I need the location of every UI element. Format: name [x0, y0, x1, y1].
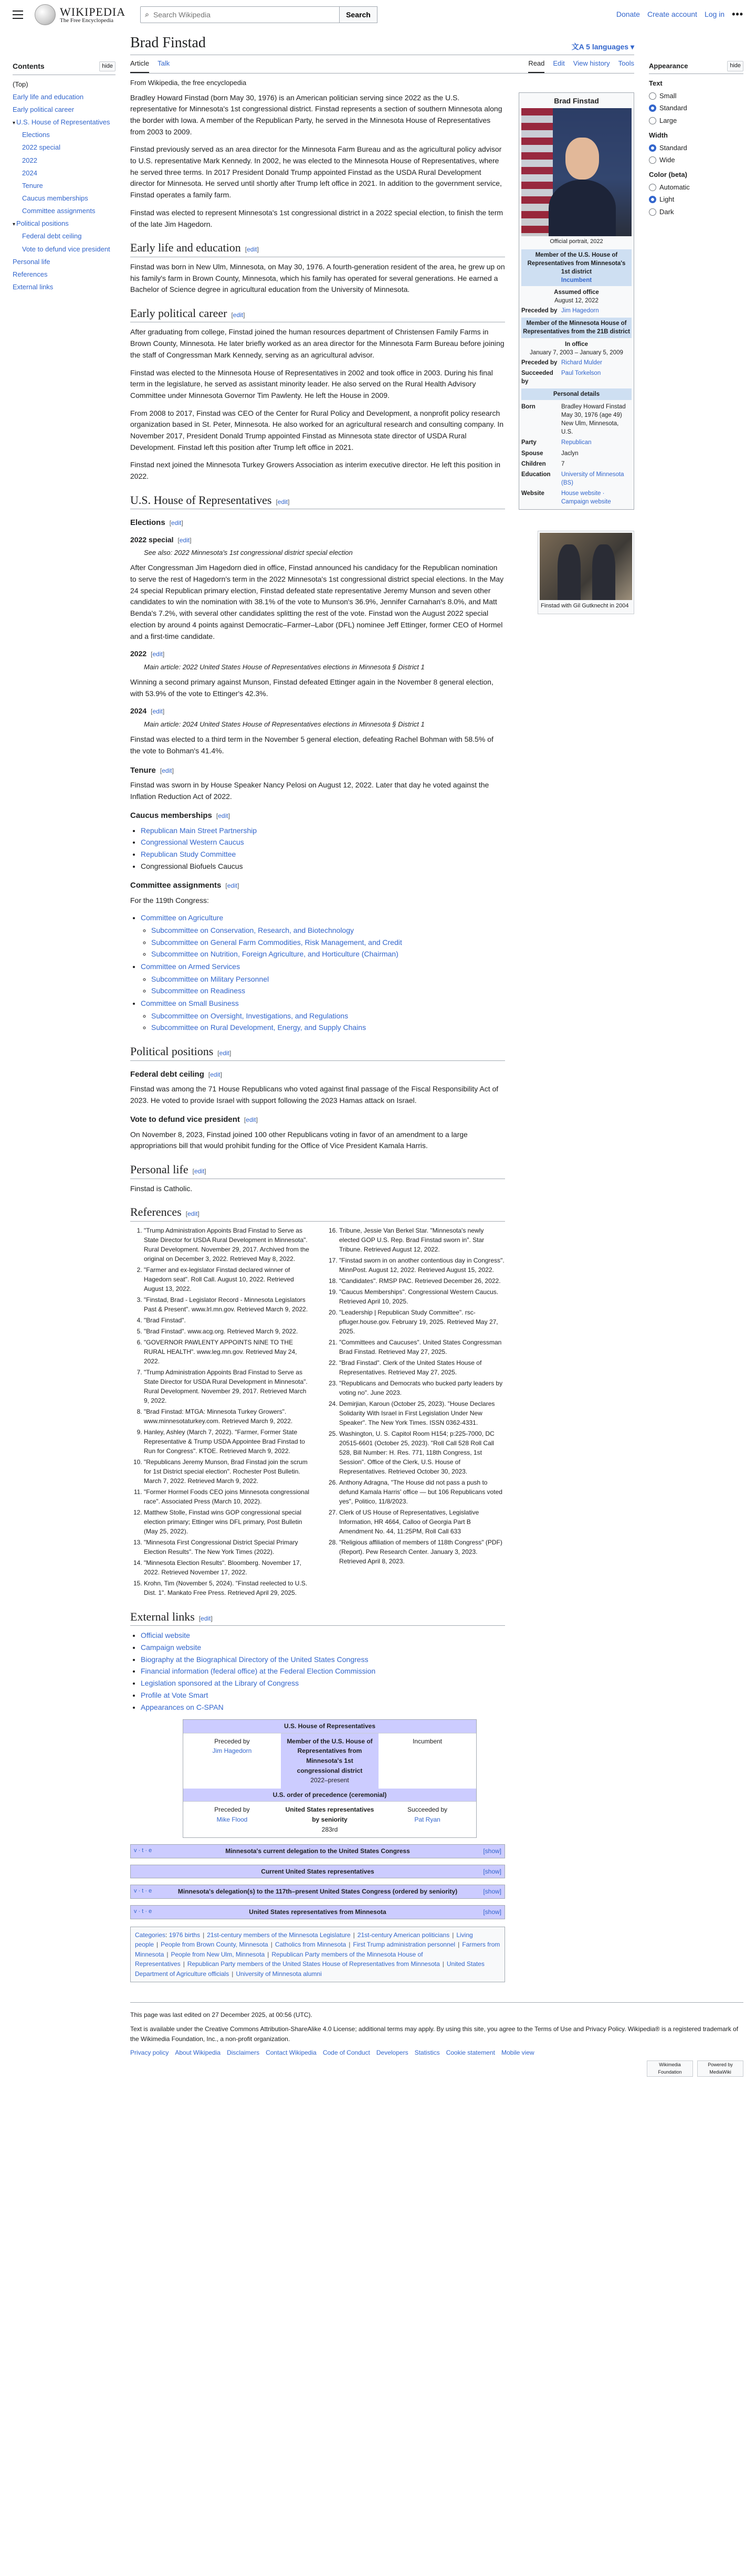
appearance-panel [649, 29, 743, 1990]
list-item[interactable]: • Committee on Small Business ◦ Subcommittee on Oversight, Investigations, and Regulations ◦ Subcommittee on Rural Development, Energy, and Supply Chains [141, 998, 505, 1034]
vte-links[interactable]: v · t · e [134, 1908, 152, 1915]
heading-vp: Vote to defund vice president [edit] [130, 1115, 258, 1124]
category-link[interactable]: People from New Ulm, Minnesota [171, 1950, 265, 1958]
heading-2024: 2024 [edit] [130, 707, 165, 716]
wikipedia-logo[interactable] [35, 4, 125, 25]
reference-list [130, 1226, 505, 1599]
footer-link[interactable]: Statistics [414, 2049, 440, 2057]
reference-item[interactable]: 22. "Brad Finstad". Clerk of the United States House of Representatives. Retrieved May 27, 2025. [339, 1358, 505, 1377]
toc-item-2022-special[interactable]: 2022 special [22, 143, 60, 152]
intro-paragraph-3: Finstad was elected to represent Minnesota's 1st congressional district in a 2022 special election, to finish the term of the late Jim Hagedorn. [130, 208, 503, 228]
show-button[interactable]: [show] [483, 1867, 501, 1875]
infobox-row: Party Republican [521, 437, 632, 448]
heading-2022-special: 2022 special [edit] [130, 535, 192, 544]
flag-backdrop [521, 108, 553, 236]
show-button[interactable]: [show] [483, 1888, 501, 1896]
license-text: Text is available under the Creative Commons Attribution-ShareAlike 4.0 License; additional terms may apply. By using this site, you agree to the Terms of Use and Privacy Policy. Wikipedia® is a registered trademark of the Wikimedia Foundation, Inc., a non-profit organization. [130, 2025, 739, 2043]
reference-item[interactable]: 12. Matthew Stolle, Finstad wins GOP congressional special election primary; Ettinger wins DFL primary, Post Bulletin (May 25, 2022). [144, 1508, 310, 1536]
radio-width-wide[interactable]: Wide [649, 155, 743, 165]
edit-section-link[interactable]: edit [201, 1614, 211, 1622]
radio-text-small[interactable]: Small [649, 91, 743, 101]
reference-item[interactable]: 28. "Religious affiliation of members of 118th Congress" (PDF) (Report). Pew Research Center. January 3, 2023. Retrieved April 8, 2023. [339, 1538, 505, 1566]
category-separator: | [156, 1941, 159, 1949]
references-right-column [326, 1226, 505, 1599]
category-link[interactable]: Republican Party members of the Minnesota House of Representatives [135, 1950, 423, 1968]
list-item[interactable]: ◦ Subcommittee on Conservation, Research, and Biotechnology [151, 925, 505, 937]
toc-item-early-career[interactable]: Early political career [13, 105, 75, 113]
list-item[interactable]: • Biography at the Biographical Directory of the United States Congress [141, 1654, 505, 1666]
tools-menu[interactable]: Tools [618, 59, 634, 68]
log-in-link[interactable]: Log in [704, 10, 725, 19]
infobox [519, 92, 634, 510]
category-separator: | [183, 1960, 185, 1968]
reference-item[interactable]: 23. "Republicans and Democrats who bucked party leaders by voting no". June 2023. [339, 1379, 505, 1397]
reference-item[interactable]: 15. Krohn, Tim (November 5, 2024). "Finstad reelected to U.S. Dist. 1". Mankato Free Press. Retrieved April 29, 2025. [144, 1579, 310, 1597]
education-link[interactable]: University of Minnesota (BS) [561, 471, 624, 486]
edit-section-link[interactable]: edit [152, 650, 163, 658]
list-item[interactable]: • Official website [141, 1630, 505, 1642]
heading-references: References [edit] [130, 1205, 505, 1222]
toc-hide-button[interactable]: hide [99, 61, 116, 71]
width-label: Width [649, 131, 668, 139]
list-item[interactable]: • Congressional Western Caucus [141, 837, 505, 848]
list-item[interactable]: ◦ Subcommittee on Rural Development, Energy, and Supply Chains [151, 1022, 505, 1034]
category-link[interactable]: United States Department of Agriculture officials [135, 1960, 485, 1978]
reference-item[interactable]: 2. "Farmer and ex-legislator Finstad declared winner of Hagedorn seat". Roll Call. August 10, 2022. Retrieved August 13, 2022. [144, 1265, 310, 1294]
reference-item[interactable]: 20. "Leadership | Republican Study Committee". rsc-pfluger.house.gov. February 19, 2025. Retrieved May 27, 2025. [339, 1308, 505, 1336]
navbox-current-reps [130, 1865, 505, 1879]
photo-caption: Finstad with Gil Gutknecht in 2004 [541, 603, 629, 609]
footer-link[interactable]: Disclaimers [227, 2049, 260, 2057]
infobox-office-band-2: Member of the Minnesota House of Representatives from the 21B district [521, 318, 632, 338]
navbox-title: Minnesota's delegation(s) to the 117th–present United States Congress (ordered by seniority) [177, 1888, 458, 1896]
radio-text-large[interactable]: Large [649, 115, 743, 126]
heading-debt: Federal debt ceiling [edit] [130, 1069, 222, 1079]
edit-section-link[interactable]: edit [194, 1167, 205, 1175]
search-input[interactable] [152, 10, 335, 19]
list-item[interactable]: • Committee on Armed Services ◦ Subcommittee on Military Personnel ◦ Subcommittee on Readiness [141, 961, 505, 997]
order-rank: United States representatives by seniority 283rd [281, 1801, 379, 1837]
text-size-label: Text [649, 79, 663, 88]
edit-section-link[interactable]: edit [219, 1049, 229, 1057]
portrait-photo[interactable] [521, 108, 632, 236]
succession-box [183, 1719, 477, 1838]
category-separator: | [267, 1950, 269, 1958]
committee-intro: For the 119th Congress: [130, 896, 209, 905]
preceded-link[interactable]: Jim Hagedorn [561, 308, 599, 314]
heading-positions: Political positions [edit] [130, 1044, 505, 1061]
tab-view-history[interactable]: View history [573, 59, 610, 68]
radio-width-standard[interactable]: Standard [649, 143, 743, 153]
infobox-column [519, 92, 634, 1990]
category-link[interactable]: University of Minnesota alumni [236, 1970, 322, 1978]
footer-link[interactable]: Privacy policy [130, 2049, 169, 2057]
reference-item[interactable]: 1. "Trump Administration Appoints Brad Finstad to Serve as State Director for USDA Rural Development in Minnesota". Rural Development. November 29, 2017. Archived from the original on December 3, 2022. Retrieved May 8, 2022. [144, 1226, 310, 1264]
infobox-title: Brad Finstad [554, 96, 599, 105]
external-links-list [130, 1630, 505, 1713]
footer-links [130, 2048, 743, 2058]
intro-paragraph-1: Bradley Howard Finstad (born May 30, 1976) is an American politician serving since 2022 as the U.S. representative for Minnesota's 1st congressional district. Finstad represents a section of southern Minnesota along the border with Iowa. A member of the Republican Party, he served in the Minnesota House of Representatives from 2003 to 2009. [130, 93, 502, 136]
category-link[interactable]: Catholics from Minnesota [275, 1941, 346, 1949]
toc-item-2024[interactable]: 2024 [22, 169, 37, 177]
main-content [130, 29, 634, 1990]
reference-item[interactable]: 17. "Finstad sworn in on another contentious day in Congress". MinnPost. August 12, 2022. Retrieved August 15, 2022. [339, 1256, 505, 1275]
globe-icon [35, 4, 56, 25]
debt-paragraph: Finstad was among the 71 House Republicans who voted against final passage of the Fiscal Responsibility Act of 2023. He voted to provide Israel with support following the 2023 Hamas attack on Israel. [130, 1084, 499, 1105]
color-label: Color (beta) [649, 171, 687, 179]
category-link[interactable]: People from Brown County, Minnesota [161, 1941, 268, 1949]
tab-read[interactable]: Read [528, 55, 544, 72]
heading-tenure: Tenure [edit] [130, 765, 174, 775]
navbox-title: Current United States representatives [261, 1867, 374, 1875]
reference-item[interactable]: 21. "Committees and Caucuses". United States Congressman Brad Finstad. Retrieved May 27, 2025. [339, 1338, 505, 1357]
website-link[interactable]: House website · Campaign website [561, 490, 611, 505]
radio-color-dark[interactable]: Dark [649, 207, 743, 217]
categories-box: Categories: 1976 births | 21st-century members of the Minnesota Legislature | 21st-century American politicians | Living people | People from Brown County, Minnesota | Catholics from Minnesota | First Trump administration personnel | Farmers from Minnesota | People from New Ulm, Minnesota | Republican Party members of the Minnesota House of Representatives | Republican Party members of the United States House of Representatives from Minnesota | United States Department of Agriculture officials | University of Minnesota alumni [130, 1927, 505, 1983]
reference-item[interactable]: 19. "Caucus Memberships". Congressional Western Caucus. Retrieved April 10, 2025. [339, 1287, 505, 1306]
succession-office: Member of the U.S. House of Representatives from Minnesota's 1st congressional district 2022–present [281, 1733, 379, 1789]
in-office: In office January 7, 2003 – January 5, 2009 [530, 341, 623, 356]
order-preceded-link[interactable]: Mike Flood [216, 1815, 248, 1823]
reference-item[interactable]: 25. Washington, U. S. Capitol Room H154; p:225-7000, DC 20515-6601 (October 25, 2023). "Roll Call 528 Roll Call 528, Bill Number: H. Res. 771, 118th Congress, 1st Session". Office of the Clerk, U.S. House of Representatives. Retrieved October 30, 2023. [339, 1429, 505, 1476]
list-item[interactable]: • Republican Study Committee [141, 849, 505, 860]
reference-item[interactable]: 13. "Minnesota First Congressional District Special Primary Election Results". The New York Times (2022). [144, 1538, 310, 1557]
order-of-precedence-title: U.S. order of precedence (ceremonial) [183, 1789, 476, 1802]
vte-links[interactable]: v · t · e [134, 1847, 152, 1854]
portrait-caption: Official portrait, 2022 [550, 238, 603, 245]
logo-tagline: The Free Encyclopedia [60, 17, 114, 24]
assumed-office: Assumed office August 12, 2022 [554, 289, 599, 304]
early-career-paragraph-4: Finstad next joined the Minnesota Turkey Growers Association as interim executive director. He left this position in 2022. [130, 460, 501, 481]
reference-item[interactable]: 11. "Former Hormel Foods CEO joins Minnesota congressional race". Associated Press (March 10, 2022). [144, 1487, 310, 1506]
search-form [140, 6, 377, 23]
hatnote-special[interactable]: See also: 2022 Minnesota's 1st congressional district special election [144, 549, 353, 557]
photo-image [540, 533, 632, 600]
early-life-paragraph: Finstad was born in New Ulm, Minnesota, on May 30, 1976. A fourth-generation resident of the area, he grew up on his family's farm in Brown County, Minnesota, which his family has operated for several generations. He earned a Bachelor of Science degree in agricultural education from the University of Minnesota. [130, 262, 505, 294]
navbox-title: Minnesota's current delegation to the United States Congress [225, 1847, 410, 1855]
reference-item[interactable]: 18. "Candidates". RMSP PAC. Retrieved December 26, 2022. [339, 1276, 505, 1286]
site-header [0, 0, 756, 29]
footer-link[interactable]: About Wikipedia [175, 2049, 221, 2057]
infobox-row: Children 7 [521, 460, 565, 467]
category-link[interactable]: Living people [135, 1931, 473, 1949]
infobox-row: Succeeded by Paul Torkelson [521, 368, 632, 387]
search-button[interactable]: Search [340, 6, 377, 23]
radio-text-standard[interactable]: Standard [649, 103, 743, 113]
chevron-down-icon[interactable]: ▾ [13, 222, 16, 228]
list-item[interactable]: ◦ Subcommittee on General Farm Commodities, Risk Management, and Credit [151, 937, 505, 949]
heading-personal: Personal life [edit] [130, 1162, 505, 1179]
create-account-link[interactable]: Create account [647, 10, 697, 19]
logo-wordmark: WIKIPEDIA [60, 5, 126, 18]
election-2022-paragraph: Winning a second primary against Munson, Finstad defeated Ettinger again in the November 8 general election, with 53.9% of the vote to Ettinger's 42.3%. [130, 678, 494, 698]
toc-item-early-life[interactable]: Early life and education [13, 92, 84, 101]
succession-incumbent: Incumbent [379, 1733, 476, 1789]
tagline: From Wikipedia, the free encyclopedia [130, 78, 247, 87]
reference-item[interactable]: 26. Anthony Adragna, "The House did not pass a push to defund Kamala Harris' office — but 106 Republicans voted yes", Politico, 11/8/2023. [339, 1478, 505, 1506]
edit-section-link[interactable]: edit [277, 498, 288, 506]
navbox-mn-reps [130, 1905, 505, 1919]
reference-item[interactable]: 5. "Brad Finstad". www.acg.org. Retrieved March 9, 2022. [144, 1327, 310, 1336]
caucus-list [130, 825, 505, 872]
personal-details-band: Personal details [521, 388, 632, 400]
footer-link[interactable]: Code of Conduct [322, 2049, 370, 2057]
heading-early-life: Early life and education [edit] [130, 240, 505, 257]
personal-paragraph: Finstad is Catholic. [130, 1184, 193, 1193]
tenure-paragraph: Finstad was sworn in by House Speaker Nancy Pelosi on August 12, 2022. Later that day he voted against the Inflation Reduction Act of 2022. [130, 780, 489, 801]
infobox-row: Spouse Jaclyn [521, 450, 579, 457]
category-separator: | [458, 1941, 460, 1949]
order-preceded: Preceded by Mike Flood [183, 1801, 281, 1837]
edit-section-link[interactable]: edit [179, 536, 190, 544]
reference-item[interactable]: 7. "Trump Administration Appoints Brad Finstad to Serve as State Director for USDA Rural Development in Minnesota". Rural Development. November 29, 2017. Retrieved March 9, 2022. [144, 1368, 310, 1405]
category-link[interactable]: Farmers from Minnesota [135, 1941, 500, 1958]
toc-item-vp[interactable]: Vote to defund vice president [22, 245, 110, 253]
early-career-paragraph-1: After graduating from college, Finstad joined the human resources department of Christensen Family Farms in Brown County, Minnesota. He later briefly worked as an area director for the Minnesota Farm Bureau before joining the staff of Congressman Mark Kennedy, serving as an agricultural advisor. [130, 328, 505, 359]
infobox-row: Education University of Minnesota (BS) [521, 469, 632, 488]
succession-office-title: U.S. House of Representatives [183, 1720, 476, 1733]
edit-section-link[interactable]: edit [247, 246, 257, 254]
categories-label[interactable]: Categories [135, 1931, 166, 1939]
reference-item[interactable]: 3. "Finstad, Brad - Legislator Record - Minnesota Legislators Past & Present". www.lrl.mn.gov. Retrieved March 9, 2022. [144, 1295, 310, 1314]
list-item[interactable]: • Campaign website [141, 1642, 505, 1654]
toc-item-elections[interactable]: Elections [22, 131, 50, 139]
toc-item-house[interactable]: ▾ U.S. House of Representatives [13, 118, 110, 127]
early-career-paragraph-3: From 2008 to 2017, Finstad was CEO of the Center for Rural Policy and Development, a nonprofit policy research organization based in St. Peter, Minnesota. He also worked for an agricultural research and consulting company. In November 2017, President Donald Trump appointed Finstad as Minnesota state director of USDA Rural Development. Finstad left this position after Trump left office in 2021. [130, 408, 504, 451]
election-2024-paragraph: Finstad was elected to a third term in the November 5 general election, defeating Rachel Bohman with 58.5% of the vote to Bohman's 41.4%. [130, 735, 494, 755]
languages-button[interactable]: 文A 5 languages ▾ [571, 42, 634, 51]
heading-committee: Committee assignments [edit] [130, 881, 239, 890]
early-career-paragraph-2: Finstad was elected to the Minnesota House of Representatives in 2002 and took office in 2003. During his final term in the legislature, he served as assistant minority leader. He also served on the Rural Health Advisory Committee under Minnesota Governor Tim Pawlenty. He left the House in 2009. [130, 368, 493, 399]
reference-item[interactable]: 10. "Republicans Jeremy Munson, Brad Finstad join the scrum for 1st District special election". Rochester Post Bulletin. March 7, 2022. Retrieved March 9, 2022. [144, 1457, 310, 1486]
category-separator: | [270, 1941, 272, 1949]
reference-item[interactable]: 9. Hanley, Ashley (March 7, 2022). "Farmer, Former State Representative & Trump USDA Appointee Brad Finstad to Run for Congress". KTOE. Retrieved March 9, 2022. [144, 1427, 310, 1456]
list-item[interactable]: • Appearances on C-SPAN [141, 1702, 505, 1713]
list-item[interactable]: ◦ Subcommittee on Readiness [151, 985, 505, 997]
radio-color-automatic[interactable]: Automatic [649, 182, 743, 193]
toc-item-positions[interactable]: ▾ Political positions [13, 219, 69, 228]
category-separator: | [452, 1931, 454, 1939]
portrait-face [565, 138, 599, 180]
wikimedia-badge[interactable]: Wikimedia Foundation [647, 2060, 693, 2077]
order-succeeded-link[interactable]: Pat Ryan [414, 1815, 440, 1823]
edit-section-link[interactable]: edit [162, 766, 172, 774]
reference-item[interactable]: 27. Clerk of US House of Representatives, Legislative Information, HR 4664, Calloo of Georgia Part B Amendment No. 44, 11:25PM, Roll Call 633 [339, 1508, 505, 1536]
search-icon: ⌕ [145, 10, 149, 19]
heading-2022: 2022 [edit] [130, 649, 165, 658]
infobox-row: Website House website · Campaign website [521, 488, 632, 507]
category-separator: | [442, 1960, 444, 1968]
categories-list [135, 1931, 500, 1978]
page-footer [130, 2002, 743, 2073]
hatnote-2024[interactable]: Main article: 2024 United States House of Representatives elections in Minnesota § District 1 [144, 720, 425, 729]
footer-link[interactable]: Developers [376, 2049, 408, 2057]
toc-item-top[interactable]: (Top) [13, 80, 28, 88]
committee-list [130, 912, 505, 1034]
category-separator: | [353, 1931, 355, 1939]
list-item[interactable]: • Financial information (federal office) at the Federal Election Commission [141, 1666, 505, 1677]
chevron-down-icon[interactable]: ▾ [13, 120, 16, 127]
vte-links[interactable]: v · t · e [134, 1888, 152, 1895]
toc-item-references[interactable]: References [13, 270, 48, 278]
succession-preceded: Preceded by Jim Hagedorn [183, 1733, 281, 1789]
reference-item[interactable]: 6. "GOVERNOR PAWLENTY APPOINTS NINE TO THE RURAL HEALTH". www.leg.mn.gov. Retrieved May 24, 2022. [144, 1338, 310, 1366]
edit-section-link[interactable]: edit [246, 1116, 256, 1124]
heading-house: U.S. House of Representatives [edit] [130, 493, 505, 510]
reference-item[interactable]: 4. "Brad Finstad". [144, 1316, 310, 1325]
toc-item-2022[interactable]: 2022 [22, 156, 37, 164]
party-link[interactable]: Republican [561, 439, 592, 446]
navbox-delegation [130, 1844, 505, 1858]
preceded-link[interactable]: Richard Mulder [561, 359, 602, 366]
list-item[interactable]: ◦ Subcommittee on Oversight, Investigations, and Regulations [151, 1011, 505, 1022]
show-button[interactable]: [show] [483, 1847, 501, 1855]
list-item[interactable]: ◦ Subcommittee on Nutrition, Foreign Agriculture, and Horticulture (Chairman) [151, 949, 505, 960]
infobox-row: Born Bradley Howard Finstad May 30, 1976 (age 49) New Ulm, Minnesota, U.S. [521, 404, 626, 436]
portrait-suit [549, 180, 616, 236]
category-separator: | [349, 1941, 351, 1949]
vp-paragraph: On November 8, 2023, Finstad joined 100 other Republicans voting in favor of an amendment to a large appropriations bill that would prohibit funding for the Office of Vice President Kamala Harris. [130, 1130, 468, 1150]
toc-item-personal[interactable]: Personal life [13, 257, 50, 266]
list-item[interactable]: • Profile at Vote Smart [141, 1690, 505, 1701]
edit-section-link[interactable]: edit [187, 1210, 198, 1218]
navbox-seniority [130, 1885, 505, 1899]
heading-external: External links [edit] [130, 1610, 505, 1626]
heading-early-career: Early political career [edit] [130, 306, 505, 323]
toc-item-external[interactable]: External links [13, 282, 54, 291]
incumbent-link[interactable]: Incumbent [561, 277, 592, 283]
last-edited: This page was last edited on 27 December 2025, at 00:56 (UTC). [130, 2011, 312, 2019]
special-election-paragraph: After Congressman Jim Hagedorn died in office, Finstad announced his candidacy for the Republican nomination to serve the rest of Hagedorn's term in the 2022 Minnesota's 1st congressional district special elections. In the May 24 special Republican primary election, Finstad defeated state representative Jeremy Munson and seven other candidates to win the nomination with 38.1% of the vote to Munson's 36.9%, Jennifer Carnahan's 8.0%, and Matt Benda's 7.2%, with several other candidates splitting the rest of the vote. Finstad won the August 2022 special election by around 4 points against Democratic–Farmer–Labor (DFL) nominee Jeff Ettinger, former CEO of Hormel and a first-time candidate. [130, 563, 504, 640]
edit-section-link[interactable]: edit [227, 882, 238, 890]
footer-link[interactable]: Contact Wikipedia [266, 2049, 317, 2057]
list-item[interactable]: • Committee on Agriculture ◦ Subcommittee on Conservation, Research, and Biotechnology ◦ Subcommittee on General Farm Commodities, Risk Management, and Credit ◦ Subcommittee on Nutrition, Foreign Agriculture, and Horticulture (Chairman) [141, 912, 505, 960]
toc-item-caucus[interactable]: Caucus memberships [22, 194, 88, 202]
navbox-title: United States representatives from Minnesota [249, 1908, 386, 1916]
edit-section-link[interactable]: edit [218, 812, 228, 820]
succeeded-link[interactable]: Paul Torkelson [561, 370, 601, 376]
category-link[interactable]: 1976 births [169, 1931, 201, 1939]
list-item: • Congressional Biofuels Caucus [141, 861, 505, 872]
category-link[interactable]: 21st-century American politicians [357, 1931, 450, 1939]
more-options-icon[interactable]: ••• [732, 9, 743, 20]
toc-item-tenure[interactable]: Tenure [22, 181, 43, 190]
secondary-photo[interactable] [538, 531, 634, 614]
footer-link[interactable]: Cookie statement [446, 2049, 495, 2057]
edit-section-link[interactable]: edit [171, 519, 182, 527]
list-item[interactable]: • Legislation sponsored at the Library of Congress [141, 1678, 505, 1689]
edit-section-link[interactable]: edit [210, 1070, 220, 1078]
heading-caucus: Caucus memberships [edit] [130, 811, 230, 821]
toc-item-debt[interactable]: Federal debt ceiling [22, 232, 82, 240]
search-box [140, 6, 340, 23]
infobox-row: Preceded by Richard Mulder [521, 358, 632, 368]
appearance-hide-button[interactable]: hide [727, 61, 743, 71]
category-link[interactable]: Republican Party members of the United States House of Representatives from Minnesota [187, 1960, 440, 1968]
donate-link[interactable]: Donate [616, 10, 640, 19]
reference-item[interactable]: 14. "Minnesota Election Results". Bloomberg. November 17, 2022. Retrieved November 17, 2022. [144, 1558, 310, 1577]
show-button[interactable]: [show] [483, 1908, 501, 1916]
main-menu-icon[interactable] [13, 7, 27, 22]
user-links [616, 7, 743, 22]
reference-item[interactable]: 8. "Brad Finstad: MTGA: Minnesota Turkey Growers". www.minnesotaturkey.com. Retrieved March 9, 2022. [144, 1407, 310, 1426]
footer-link[interactable]: Mobile view [501, 2049, 534, 2057]
language-icon: 文A [571, 42, 586, 51]
category-link[interactable]: First Trump administration personnel [353, 1941, 456, 1949]
tab-edit[interactable]: Edit [553, 59, 565, 68]
article-body [130, 92, 505, 1990]
references-left-column [130, 1226, 310, 1599]
heading-elections: Elections [edit] [130, 518, 183, 528]
intro-paragraph-2: Finstad previously served as an area director for the Minnesota Farm Bureau and as the agricultural policy advisor to U.S. representative Mark Kennedy. In 2002, he was elected to the Minnesota House of Representatives, where he served three terms. In 2017 President Donald Trump appointed Finstad as the USDA Rural Development director for Minnesota. He served until shortly after Trump left office in 2021. In addition to the government service, Finstad operates a family farm. [130, 145, 502, 199]
category-separator: | [232, 1970, 234, 1978]
tab-talk[interactable]: Talk [158, 59, 170, 68]
category-link[interactable]: 21st-century members of the Minnesota Legislature [207, 1931, 351, 1939]
toc-item-committee[interactable]: Committee assignments [22, 207, 96, 215]
radio-color-light[interactable]: Light [649, 194, 743, 205]
appearance-title: Appearance [649, 62, 688, 70]
order-succeeded: Succeeded by Pat Ryan [379, 1801, 476, 1837]
page-body [0, 29, 756, 1990]
preceded-link[interactable]: Jim Hagedorn [212, 1747, 252, 1755]
toc-title: Contents [13, 62, 45, 70]
tab-article[interactable]: Article [130, 55, 149, 72]
category-separator: | [166, 1950, 169, 1958]
edit-section-link[interactable]: edit [233, 311, 244, 319]
table-of-contents [13, 29, 116, 1990]
list-item[interactable]: ◦ Subcommittee on Military Personnel [151, 974, 505, 985]
infobox-row: Preceded by Jim Hagedorn [521, 306, 632, 316]
mediawiki-badge[interactable]: Powered by MediaWiki [697, 2060, 743, 2077]
page-title: Brad Finstad [130, 35, 206, 51]
reference-item[interactable]: 16. Tribune, Jessie Van Berkel Star. "Minnesota's newly elected GOP U.S. Rep. Brad Finstad sworn in". Star Tribune. Retrieved August 12, 2022. [339, 1226, 505, 1254]
hatnote-2022[interactable]: Main article: 2022 United States House of Representatives elections in Minnesota § District 1 [144, 663, 425, 671]
list-item[interactable]: • Republican Main Street Partnership [141, 825, 505, 837]
reference-item[interactable]: 24. Demirjian, Karoun (October 25, 2023). "House Declares Solidarity With Israel in First Legislation Under New Speaker". The New York Times. ISSN 0362-4331. [339, 1399, 505, 1427]
footer-badges [647, 2060, 743, 2077]
infobox-office-band: Member of the U.S. House of Representatives from Minnesota's 1st district Incumbent [521, 249, 632, 286]
edit-section-link[interactable]: edit [152, 708, 163, 716]
category-separator: | [203, 1931, 205, 1939]
